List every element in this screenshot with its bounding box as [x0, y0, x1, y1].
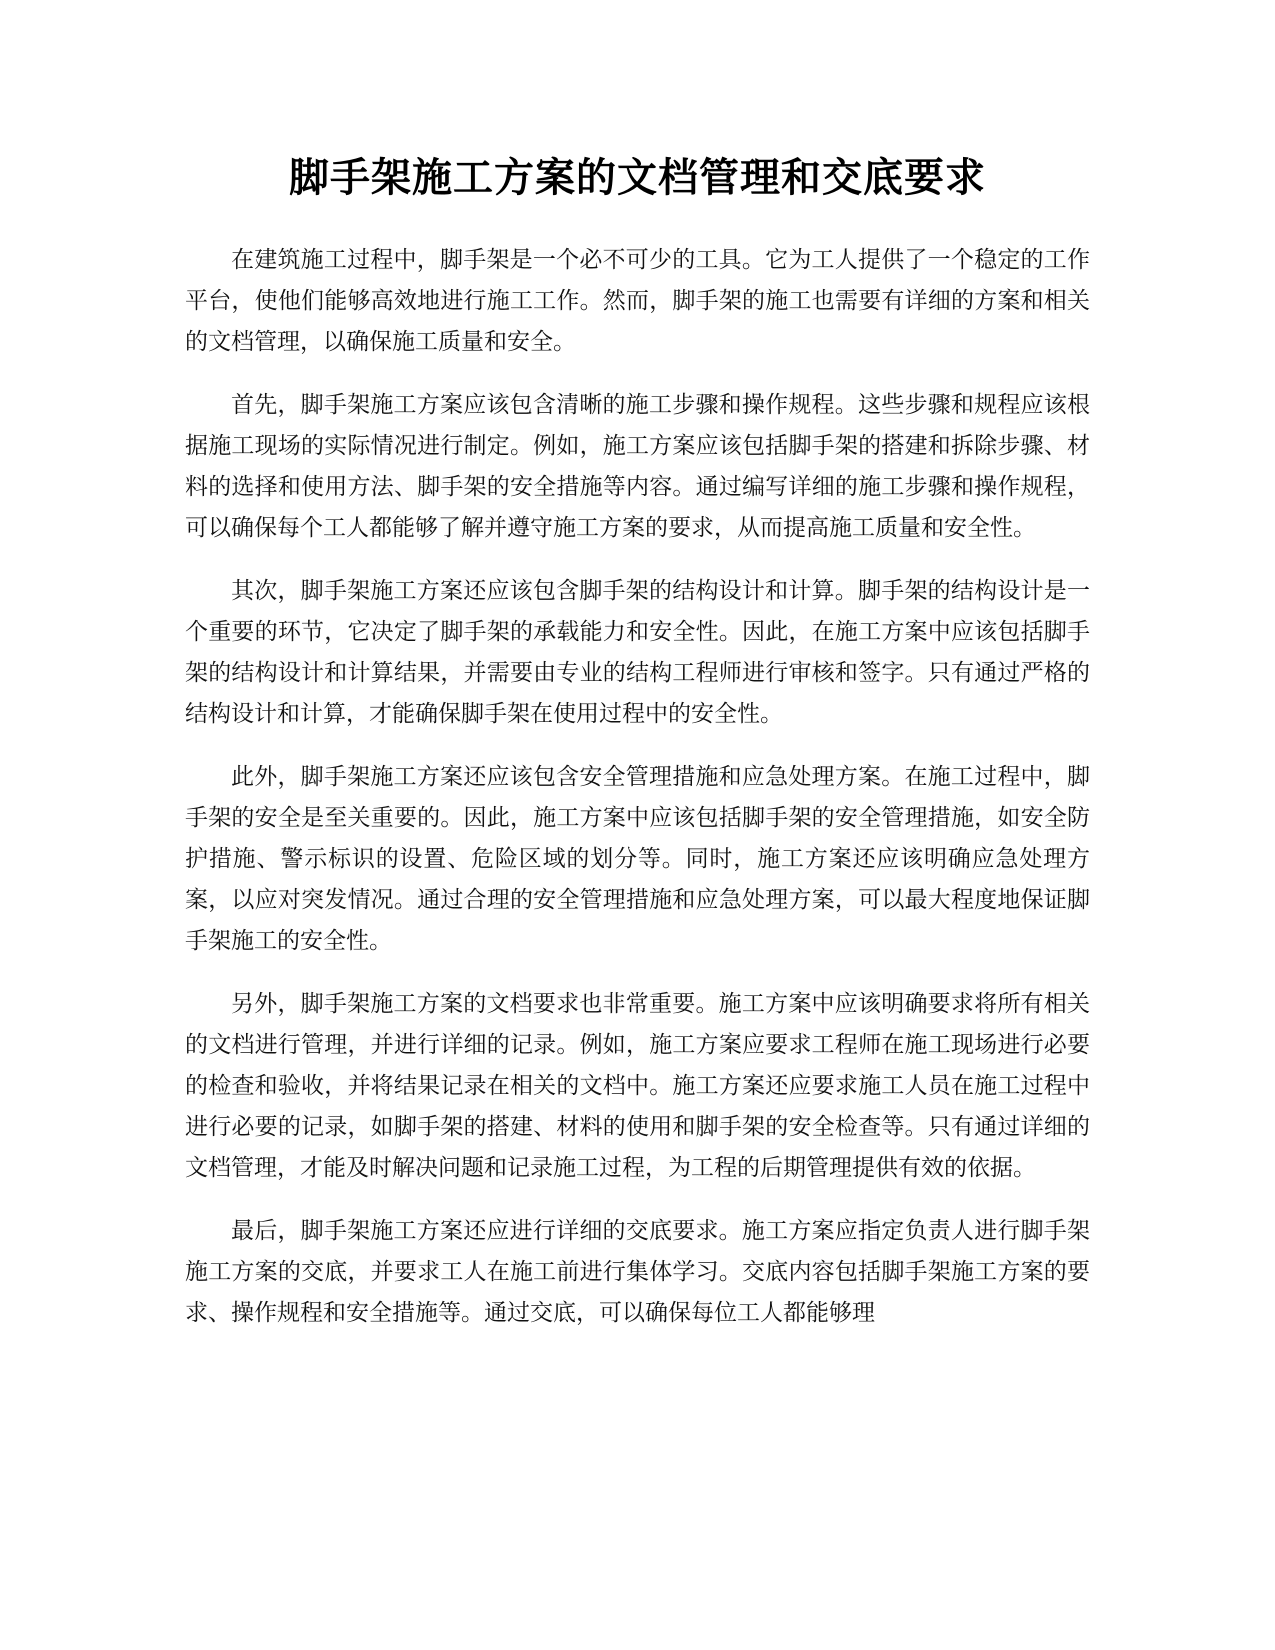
- document-title: 脚手架施工方案的文档管理和交底要求: [289, 155, 986, 201]
- paragraph-6: 最后，脚手架施工方案还应进行详细的交底要求。施工方案应指定负责人进行脚手架施工方案的交底，并要求工人在施工前进行集体学习。交底内容包括脚手架施工方案的要求、操作规程和安全措施等。通过交底，可以确保每位工人都能够理: [185, 1218, 1090, 1326]
- paragraph-5: 另外，脚手架施工方案的文档要求也非常重要。施工方案中应该明确要求将所有相关的文档进行管理，并进行详细的记录。例如，施工方案应要求工程师在施工现场进行必要的检查和验收，并将结果记录在相关的文档中。施工方案还应要求施工人员在施工过程中进行必要的记录，如脚手架的搭建、材料的使用和脚手架的安全检查等。只有通过详细的文档管理，才能及时解决问题和记录施工过程，为工程的后期管理提供有效的依据。: [185, 991, 1090, 1181]
- paragraph-2: 首先，脚手架施工方案应该包含清晰的施工步骤和操作规程。这些步骤和规程应该根据施工现场的实际情况进行制定。例如，施工方案应该包括脚手架的搭建和拆除步骤、材料的选择和使用方法、脚手架的安全措施等内容。通过编写详细的施工步骤和操作规程，可以确保每个工人都能够了解并遵守施工方案的要求，从而提高施工质量和安全性。: [185, 392, 1090, 541]
- paragraph-3: 其次，脚手架施工方案还应该包含脚手架的结构设计和计算。脚手架的结构设计是一个重要的环节，它决定了脚手架的承载能力和安全性。因此，在施工方案中应该包括脚手架的结构设计和计算结果，并需要由专业的结构工程师进行审核和签字。只有通过严格的结构设计和计算，才能确保脚手架在使用过程中的安全性。: [185, 578, 1090, 727]
- paragraph-1: 在建筑施工过程中，脚手架是一个必不可少的工具。它为工人提供了一个稳定的工作平台，使他们能够高效地进行施工工作。然而，脚手架的施工也需要有详细的方案和相关的文档管理，以确保施工质量和安全。: [185, 247, 1090, 355]
- document-body: [185, 240, 1090, 1356]
- paragraph-4: 此外，脚手架施工方案还应该包含安全管理措施和应急处理方案。在施工过程中，脚手架的安全是至关重要的。因此，施工方案中应该包括脚手架的安全管理措施，如安全防护措施、警示标识的设置、危险区域的划分等。同时，施工方案还应该明确应急处理方案，以应对突发情况。通过合理的安全管理措施和应急处理方案，可以最大程度地保证脚手架施工的安全性。: [185, 764, 1090, 954]
